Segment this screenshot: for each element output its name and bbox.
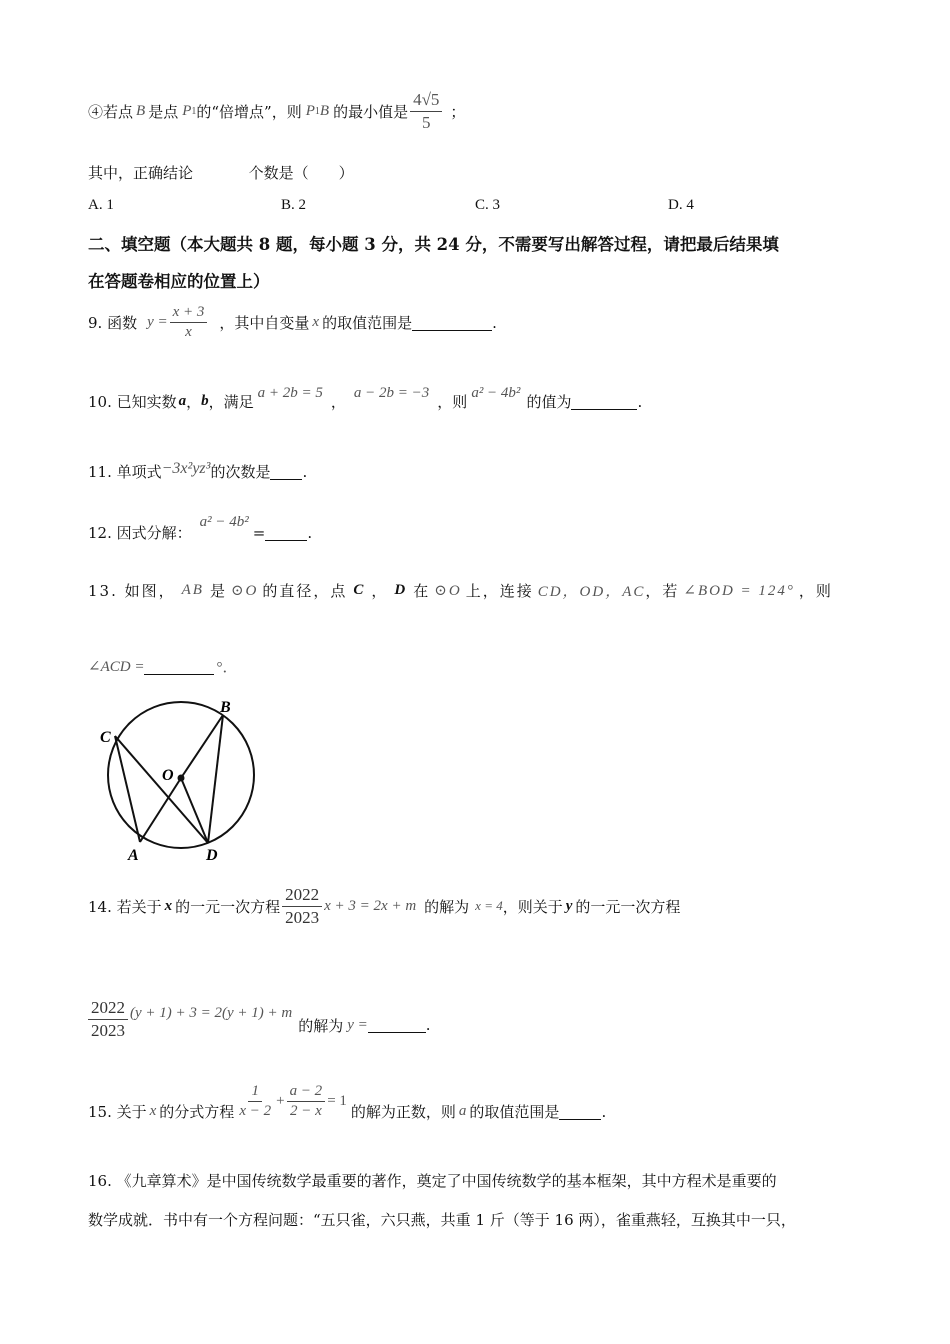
q9-end: .	[492, 313, 497, 332]
q13-prefix: 13. 如图，	[88, 582, 176, 600]
q13-zai: 在	[413, 582, 431, 600]
q14-tail: 的一元一次方程	[575, 897, 681, 916]
q8-text-2: 个数是（ ）	[248, 164, 354, 182]
math-B-2: B	[319, 102, 330, 119]
segment-od	[181, 778, 208, 843]
q9-prefix: 9. 函数	[88, 314, 138, 333]
q10-then: ，则	[437, 393, 468, 411]
q10-eq1: a + 2b = 5	[257, 385, 323, 401]
q10-end: .	[637, 392, 643, 411]
q14-den: 2023	[285, 907, 320, 927]
q15-fraction-2	[287, 1083, 326, 1121]
q10-mid: ，满足	[208, 393, 254, 411]
math-sub-2: 1	[314, 105, 320, 117]
q14-mid1: 的一元一次方程	[175, 897, 281, 916]
q14-l2-eq: (y + 1) + 3 = 2(y + 1) + m	[130, 1004, 293, 1021]
q13-segs: CD，OD，AC	[537, 584, 646, 600]
q14-line-2	[88, 998, 431, 1040]
q11-suffix: 的次数是	[210, 463, 271, 481]
label-O: O	[162, 767, 174, 784]
q14-eq: x + 3 = 2x + m	[324, 897, 417, 914]
section-2-title-2: 在答题卷相应的位置上）	[88, 272, 270, 291]
q15-f1-den: x − 2	[239, 1103, 272, 1120]
q14-y: y	[565, 897, 573, 914]
q13-circle: ⊙O	[230, 583, 259, 599]
q9	[88, 304, 497, 342]
q15-suffix: 的取值范围是	[469, 1103, 560, 1122]
q9-num: x + 3	[170, 304, 208, 323]
q15-fraction-1	[236, 1083, 274, 1121]
q10-a: a	[178, 393, 187, 409]
q12-end: .	[307, 523, 313, 542]
q9-x: x	[312, 314, 320, 331]
answer-blank[interactable]	[412, 315, 492, 331]
q10-suffix: 的值为	[526, 393, 572, 411]
q15-end: .	[601, 1102, 607, 1121]
q13-D: D	[394, 582, 408, 598]
q11-expr: −3x²yz³	[161, 459, 211, 477]
item-4-text-3: 的“倍增点”，则	[196, 102, 302, 121]
frac-num: 4√5	[410, 90, 442, 112]
q10-sep: ，	[186, 393, 202, 411]
option-b: B. 2	[281, 197, 307, 213]
center-point	[178, 775, 185, 782]
answer-blank[interactable]	[571, 394, 637, 410]
q13: 13. 如图， AB 是 ⊙O 的直径，点 C ， D 在 ⊙O 上，连接 CD，OD，AC ，若 ∠BOD = 124° ，则	[88, 582, 833, 600]
q14-sol: x = 4	[475, 898, 503, 914]
item-4-text-4: 的最小值是	[333, 102, 409, 121]
item-4-line	[88, 90, 465, 132]
q13-AB: AB	[181, 582, 204, 598]
answer-blank[interactable]	[270, 464, 302, 480]
q15-f2-den: 2 − x	[289, 1103, 322, 1120]
q14-l2-num: 2022	[88, 998, 128, 1020]
q16-line-2: 数学成就．书中有一个方程问题：“五只雀，六只燕，共重 1 斤（等于 16 两），雀重燕轻，互换其中一只，	[88, 1211, 796, 1229]
answer-blank[interactable]	[368, 1017, 426, 1033]
q10-eq2: a − 2b = −3	[353, 385, 430, 401]
q13-line-2	[88, 656, 237, 677]
q13-C: C	[353, 582, 366, 598]
q14-l2-end: .	[425, 1016, 431, 1035]
q14-fraction	[282, 885, 322, 927]
label-B: B	[220, 699, 231, 716]
q11-prefix: 11. 单项式	[88, 463, 162, 481]
q11-end: .	[302, 462, 308, 481]
q13-shi: 是	[209, 582, 227, 600]
label-A: A	[128, 847, 139, 864]
frac-den: 5	[422, 112, 431, 132]
q15-x: x	[149, 1103, 157, 1120]
label-C: C	[100, 729, 111, 746]
q10	[88, 385, 643, 412]
item-4-text-2: 是点	[148, 102, 179, 121]
q11	[88, 461, 307, 482]
q15-a: a	[458, 1103, 467, 1120]
q13-circle-2: ⊙O	[434, 583, 462, 599]
q12-eq: =	[252, 523, 266, 542]
math-P1: P	[182, 102, 192, 119]
q9-y: y =	[147, 314, 168, 331]
q8-count-line	[88, 162, 354, 183]
q15-mid: 的分式方程	[159, 1103, 235, 1122]
math-sub: 1	[191, 105, 197, 117]
q14-l2-mid: 的解为	[298, 1016, 344, 1035]
q14-x: x	[164, 897, 173, 914]
q15-f1-num: 1	[248, 1083, 262, 1102]
q13-acd: ∠ACD =	[88, 659, 145, 675]
semicolon: ；	[450, 102, 466, 121]
q14	[88, 885, 680, 927]
q14-num: 2022	[282, 885, 322, 907]
fraction-4-sqrt5-over-5	[410, 90, 442, 132]
option-d: D. 4	[668, 197, 694, 213]
q15-f2-num: a − 2	[287, 1083, 326, 1102]
q10-b: b	[201, 393, 209, 409]
q15-tail: 的解为正数，则	[350, 1103, 456, 1122]
circle-figure	[90, 690, 270, 870]
q9-den: x	[185, 324, 192, 341]
q12-expr: a² − 4b²	[199, 514, 249, 530]
label-D: D	[206, 847, 218, 864]
q15-prefix: 15. 关于	[88, 1103, 147, 1122]
q12	[88, 514, 313, 543]
option-c: C. 3	[475, 197, 501, 213]
q14-prefix: 14. 若关于	[88, 897, 162, 916]
answer-blank[interactable]	[265, 525, 307, 541]
q14-mid3: ，则关于	[502, 897, 563, 916]
q9-mid: ，其中自变量	[219, 314, 310, 333]
q13-ze: ，则	[798, 582, 833, 600]
q13-shang: 上，连接	[465, 582, 534, 600]
q14-l2-den: 2023	[91, 1020, 125, 1040]
q13-ruo: ，若	[645, 582, 680, 600]
q10-prefix: 10. 已知实数	[88, 393, 177, 411]
q14-mid2: 的解为	[424, 897, 470, 916]
q14-fraction-2	[88, 998, 128, 1040]
section-2-title: 二、填空题（本大题共 8 题，每小题 3 分，共 24 分，不需要写出解答过程，请把最后结果填	[88, 235, 779, 254]
q9-suffix: 的取值范围是	[322, 314, 413, 333]
option-a: A. 1	[88, 197, 114, 213]
answer-blank[interactable]	[559, 1104, 601, 1120]
q9-fraction	[170, 304, 208, 342]
q14-l2-y: y =	[347, 1016, 368, 1033]
q15-eq: = 1	[327, 1093, 347, 1110]
q10-comma: ，	[330, 393, 346, 411]
q10-expr: a² − 4b²	[471, 385, 521, 401]
math-P1-2: P	[305, 102, 315, 119]
q15-plus: +	[276, 1093, 285, 1110]
math-B: B	[136, 102, 146, 119]
q16-line-1: 16. 《九章算术》是中国传统数学最重要的著作，奠定了中国传统数学的基本框架，其中方程术是重要的	[88, 1172, 777, 1190]
q12-prefix: 12. 因式分解：	[88, 524, 192, 542]
q15	[88, 1083, 606, 1121]
q13-angle: ∠BOD = 124°	[683, 583, 795, 599]
item-4-text: ④若点	[88, 102, 134, 121]
q13-diam: 的直径，点	[262, 582, 348, 600]
q13-unit: °．	[216, 660, 238, 676]
q8-text-1: 其中，正确结论	[88, 164, 194, 182]
answer-blank[interactable]	[144, 659, 214, 675]
